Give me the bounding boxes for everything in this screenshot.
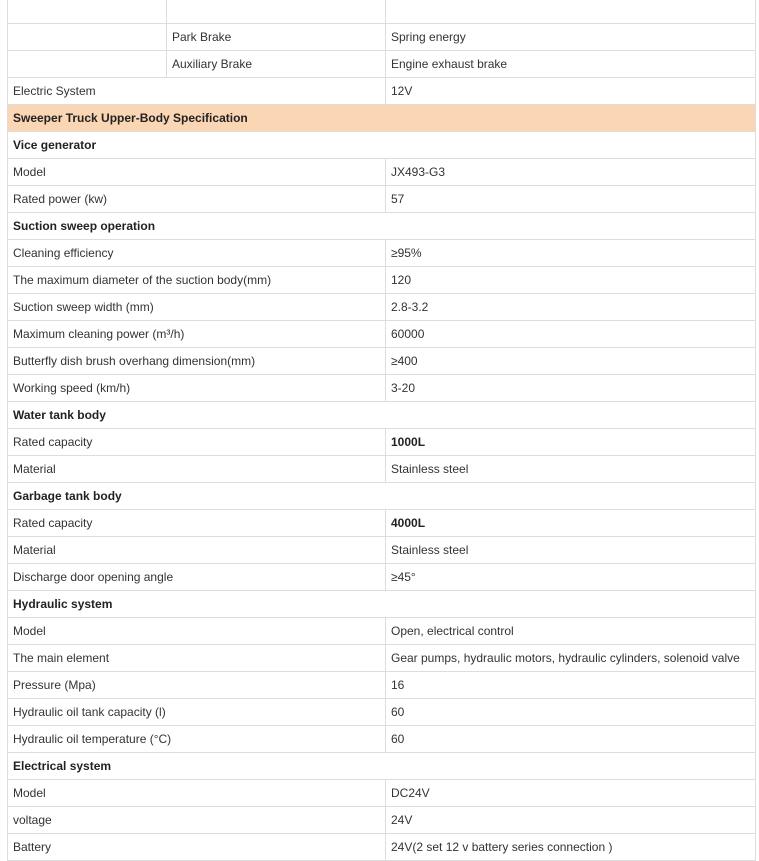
spec-label-cell: Butterfly dish brush overhang dimension(mm) <box>8 348 386 375</box>
table-row <box>8 672 756 699</box>
value-cell: Engine exhaust brake <box>386 51 756 78</box>
table-row <box>8 699 756 726</box>
table-row <box>8 564 756 591</box>
spec-value-cell: 60000 <box>386 321 756 348</box>
spec-label-cell: Pressure (Mpa) <box>8 672 386 699</box>
table-row <box>8 24 756 51</box>
section-title: Suction sweep operation <box>8 213 756 240</box>
spec-value-cell: 120 <box>386 267 756 294</box>
blank-cell <box>8 0 167 24</box>
spec-value-cell: 24V <box>386 807 756 834</box>
table-row <box>8 456 756 483</box>
spec-table <box>7 0 756 861</box>
spec-label-cell: Maximum cleaning power (m³/h) <box>8 321 386 348</box>
table-row <box>8 807 756 834</box>
spec-value-cell: 2.8-3.2 <box>386 294 756 321</box>
spec-label-cell: Cleaning efficiency <box>8 240 386 267</box>
table-row <box>8 294 756 321</box>
spec-label-cell: The main element <box>8 645 386 672</box>
spec-value-cell: ≥95% <box>386 240 756 267</box>
upper-body-spec-header: Sweeper Truck Upper-Body Specification <box>8 105 756 132</box>
spec-value-cell: JX493-G3 <box>386 159 756 186</box>
spec-value-cell: ≥400 <box>386 348 756 375</box>
spec-label-cell: Model <box>8 159 386 186</box>
sub-label-cell <box>167 0 386 24</box>
table-row <box>8 429 756 456</box>
spec-label-cell: Material <box>8 537 386 564</box>
section-title: Water tank body <box>8 402 756 429</box>
table-row <box>8 78 756 105</box>
table-row <box>8 267 756 294</box>
table-row <box>8 186 756 213</box>
table-row <box>8 51 756 78</box>
spec-label-cell: The maximum diameter of the suction body(mm) <box>8 267 386 294</box>
spec-value-cell: 57 <box>386 186 756 213</box>
section-title-row <box>8 132 756 159</box>
spec-value-cell: 60 <box>386 726 756 753</box>
spec-label-cell: Rated power (kw) <box>8 186 386 213</box>
table-row <box>8 240 756 267</box>
spec-label-cell: Model <box>8 780 386 807</box>
section-title-row <box>8 483 756 510</box>
section-title-row <box>8 753 756 780</box>
spec-value-cell: 24V(2 set 12 v battery series connection ) <box>386 834 756 861</box>
section-title: Garbage tank body <box>8 483 756 510</box>
spec-label-cell: Working speed (km/h) <box>8 375 386 402</box>
table-row <box>8 375 756 402</box>
table-row <box>8 348 756 375</box>
section-title: Electrical system <box>8 753 756 780</box>
spec-label-cell: Discharge door opening angle <box>8 564 386 591</box>
table-row <box>8 0 756 24</box>
spec-value-cell: DC24V <box>386 780 756 807</box>
spec-label-cell: Hydraulic oil tank capacity (l) <box>8 699 386 726</box>
blank-cell <box>8 51 167 78</box>
table-row <box>8 321 756 348</box>
spec-value-cell: 16 <box>386 672 756 699</box>
table-row <box>8 645 756 672</box>
section-title-row <box>8 591 756 618</box>
table-row <box>8 537 756 564</box>
spec-value-cell: 1000L <box>386 429 756 456</box>
value-cell: 12V <box>386 78 756 105</box>
value-cell: Spring energy <box>386 24 756 51</box>
spec-label-cell: Battery <box>8 834 386 861</box>
section-header-row <box>8 105 756 132</box>
table-row <box>8 726 756 753</box>
table-row <box>8 618 756 645</box>
sub-label-cell: Park Brake <box>167 24 386 51</box>
table-row <box>8 780 756 807</box>
spec-value-cell: Stainless steel <box>386 537 756 564</box>
spec-label-cell: Rated capacity <box>8 429 386 456</box>
spec-value-cell: Gear pumps, hydraulic motors, hydraulic cylinders, solenoid valve <box>386 645 756 672</box>
table-row <box>8 834 756 861</box>
spec-value-cell: 4000L <box>386 510 756 537</box>
spec-value-cell: Stainless steel <box>386 456 756 483</box>
spec-value-cell: ≥45° <box>386 564 756 591</box>
spec-label-cell: Model <box>8 618 386 645</box>
label-cell: Electric System <box>8 78 386 105</box>
spec-label-cell: Suction sweep width (mm) <box>8 294 386 321</box>
spec-label-cell: Hydraulic oil temperature (°C) <box>8 726 386 753</box>
sections-body <box>8 132 756 861</box>
spec-label-cell: Material <box>8 456 386 483</box>
spec-label-cell: Rated capacity <box>8 510 386 537</box>
section-title-row <box>8 213 756 240</box>
blank-cell <box>8 24 167 51</box>
value-cell <box>386 0 756 24</box>
section-title-row <box>8 402 756 429</box>
section-title: Hydraulic system <box>8 591 756 618</box>
section-title: Vice generator <box>8 132 756 159</box>
table-row <box>8 510 756 537</box>
table-row <box>8 159 756 186</box>
sub-label-cell: Auxiliary Brake <box>167 51 386 78</box>
spec-value-cell: 3-20 <box>386 375 756 402</box>
spec-value-cell: Open, electrical control <box>386 618 756 645</box>
spec-value-cell: 60 <box>386 699 756 726</box>
spec-label-cell: voltage <box>8 807 386 834</box>
